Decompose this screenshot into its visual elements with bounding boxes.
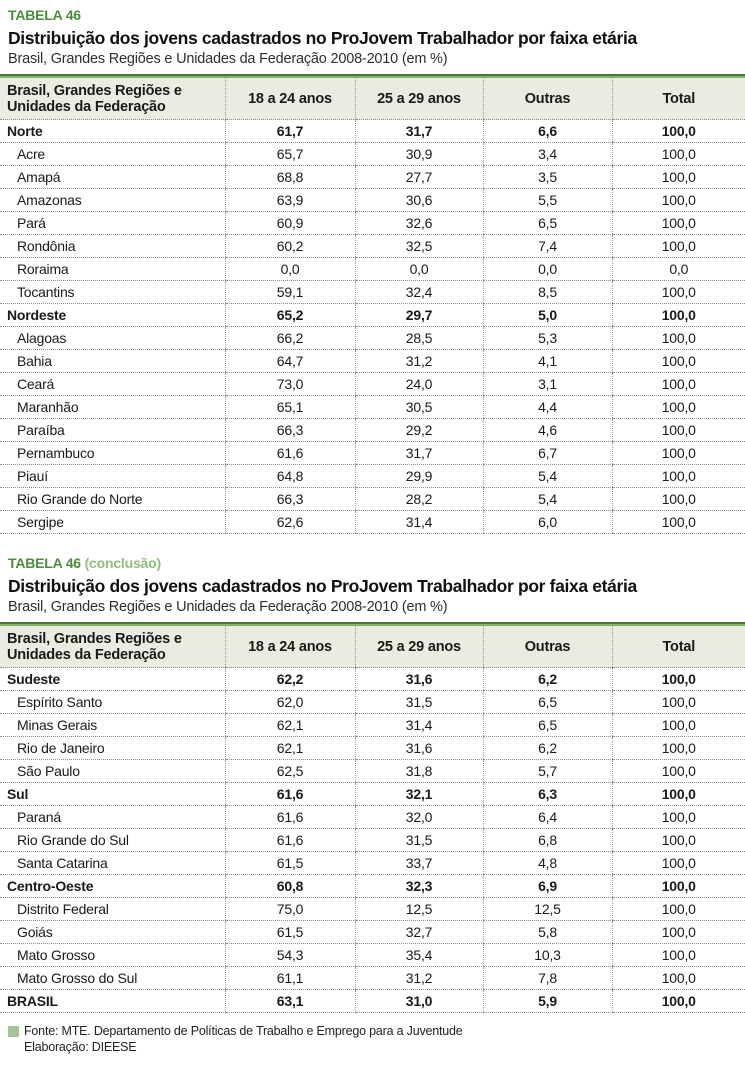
value-cell: 60,8 (225, 875, 355, 898)
value-cell: 4,8 (483, 852, 612, 875)
value-cell: 59,1 (225, 281, 355, 304)
table-row (0, 488, 745, 511)
value-cell: 6,7 (483, 442, 612, 465)
value-cell: 61,6 (225, 829, 355, 852)
value-cell: 5,8 (483, 921, 612, 944)
value-cell: 63,1 (225, 990, 355, 1013)
value-cell: 31,2 (355, 967, 483, 990)
value-cell: 73,0 (225, 373, 355, 396)
region-total-row (0, 875, 745, 898)
table-row (0, 944, 745, 967)
table-row (0, 442, 745, 465)
row-label-cell: Santa Catarina (0, 852, 225, 875)
row-label-cell: Bahia (0, 350, 225, 373)
value-cell: 6,8 (483, 829, 612, 852)
row-label-cell: Maranhão (0, 396, 225, 419)
value-cell: 63,9 (225, 189, 355, 212)
value-cell: 5,4 (483, 488, 612, 511)
row-label-cell: Pará (0, 212, 225, 235)
value-cell: 100,0 (612, 488, 745, 511)
value-cell: 4,4 (483, 396, 612, 419)
value-cell: 0,0 (355, 258, 483, 281)
value-cell: 32,4 (355, 281, 483, 304)
table-row (0, 691, 745, 714)
value-cell: 32,0 (355, 806, 483, 829)
row-label-cell: Acre (0, 143, 225, 166)
value-cell: 65,1 (225, 396, 355, 419)
column-header-outras: Outras (483, 78, 612, 120)
value-cell: 100,0 (612, 327, 745, 350)
value-cell: 8,5 (483, 281, 612, 304)
column-header-25-29: 25 a 29 anos (355, 78, 483, 120)
value-cell: 3,1 (483, 373, 612, 396)
table-header (0, 626, 745, 668)
table-row (0, 737, 745, 760)
region-total-row (0, 120, 745, 143)
row-label-cell: Ceará (0, 373, 225, 396)
value-cell: 100,0 (612, 852, 745, 875)
value-cell: 66,3 (225, 419, 355, 442)
table-row (0, 760, 745, 783)
value-cell: 62,5 (225, 760, 355, 783)
region-total-row (0, 304, 745, 327)
value-cell: 31,6 (355, 737, 483, 760)
row-label-cell: Norte (0, 120, 225, 143)
value-cell: 7,8 (483, 967, 612, 990)
table-row (0, 465, 745, 488)
region-total-row (0, 990, 745, 1013)
value-cell: 30,5 (355, 396, 483, 419)
value-cell: 0,0 (225, 258, 355, 281)
row-label-cell: Paraná (0, 806, 225, 829)
value-cell: 12,5 (355, 898, 483, 921)
source-bullet-icon (8, 1026, 19, 1037)
value-cell: 31,8 (355, 760, 483, 783)
value-cell: 31,4 (355, 714, 483, 737)
row-label-cell: Distrito Federal (0, 898, 225, 921)
value-cell: 61,6 (225, 783, 355, 806)
header-row (0, 626, 745, 668)
value-cell: 5,9 (483, 990, 612, 1013)
row-label-cell: Rio Grande do Sul (0, 829, 225, 852)
value-cell: 64,7 (225, 350, 355, 373)
table-title: Distribuição dos jovens cadastrados no ProJovem Trabalhador por faixa etária (8, 576, 637, 596)
table-tag (8, 0, 745, 22)
table-row (0, 898, 745, 921)
row-label-cell: Alagoas (0, 327, 225, 350)
table-block-2 (0, 548, 745, 1013)
value-cell: 29,7 (355, 304, 483, 327)
value-cell: 100,0 (612, 967, 745, 990)
value-cell: 68,8 (225, 166, 355, 189)
column-header-18-24: 18 a 24 anos (225, 626, 355, 668)
value-cell: 61,5 (225, 921, 355, 944)
table-body (0, 668, 745, 1013)
row-label-cell: Tocantins (0, 281, 225, 304)
table-row (0, 166, 745, 189)
table-row (0, 373, 745, 396)
value-cell: 100,0 (612, 921, 745, 944)
value-cell: 100,0 (612, 373, 745, 396)
value-cell: 66,3 (225, 488, 355, 511)
value-cell: 32,3 (355, 875, 483, 898)
value-cell: 100,0 (612, 691, 745, 714)
value-cell: 100,0 (612, 875, 745, 898)
value-cell: 100,0 (612, 465, 745, 488)
value-cell: 100,0 (612, 944, 745, 967)
value-cell: 61,6 (225, 442, 355, 465)
data-table-1 (0, 78, 745, 534)
row-label-cell: Rondônia (0, 235, 225, 258)
value-cell: 31,7 (355, 442, 483, 465)
table-row (0, 396, 745, 419)
value-cell: 5,0 (483, 304, 612, 327)
value-cell: 31,6 (355, 668, 483, 691)
value-cell: 0,0 (612, 258, 745, 281)
value-cell: 6,2 (483, 668, 612, 691)
value-cell: 62,1 (225, 714, 355, 737)
value-cell: 100,0 (612, 396, 745, 419)
value-cell: 28,5 (355, 327, 483, 350)
value-cell: 6,5 (483, 212, 612, 235)
table-row (0, 852, 745, 875)
column-header-region: Brasil, Grandes Regiões e Unidades da Federação (0, 626, 225, 668)
value-cell: 65,7 (225, 143, 355, 166)
value-cell: 6,6 (483, 120, 612, 143)
row-label-cell: Sudeste (0, 668, 225, 691)
value-cell: 31,2 (355, 350, 483, 373)
value-cell: 100,0 (612, 990, 745, 1013)
table-row (0, 967, 745, 990)
value-cell: 75,0 (225, 898, 355, 921)
value-cell: 27,7 (355, 166, 483, 189)
value-cell: 6,4 (483, 806, 612, 829)
row-label-cell: Minas Gerais (0, 714, 225, 737)
value-cell: 12,5 (483, 898, 612, 921)
value-cell: 61,6 (225, 806, 355, 829)
value-cell: 32,5 (355, 235, 483, 258)
value-cell: 31,5 (355, 691, 483, 714)
table-row (0, 419, 745, 442)
value-cell: 100,0 (612, 737, 745, 760)
value-cell: 4,6 (483, 419, 612, 442)
table-row (0, 327, 745, 350)
value-cell: 60,2 (225, 235, 355, 258)
value-cell: 65,2 (225, 304, 355, 327)
value-cell: 100,0 (612, 511, 745, 534)
value-cell: 61,5 (225, 852, 355, 875)
table-subtitle: Brasil, Grandes Regiões e Unidades da Federação 2008-2010 (em %) (8, 599, 448, 615)
value-cell: 10,3 (483, 944, 612, 967)
value-cell: 31,7 (355, 120, 483, 143)
value-cell: 100,0 (612, 806, 745, 829)
value-cell: 100,0 (612, 212, 745, 235)
value-cell: 61,1 (225, 967, 355, 990)
table-row (0, 258, 745, 281)
row-label-cell: Rio Grande do Norte (0, 488, 225, 511)
table-row (0, 143, 745, 166)
table-row (0, 189, 745, 212)
table-tag-suffix: (conclusão) (84, 555, 161, 571)
value-cell: 100,0 (612, 898, 745, 921)
source-line: Fonte: MTE. Departamento de Políticas de Trabalho e Emprego para a Juventude (24, 1024, 463, 1038)
row-label-cell: Sul (0, 783, 225, 806)
value-cell: 31,5 (355, 829, 483, 852)
value-cell: 100,0 (612, 166, 745, 189)
value-cell: 100,0 (612, 760, 745, 783)
region-total-row (0, 668, 745, 691)
row-label-cell: Nordeste (0, 304, 225, 327)
row-label-cell: Centro-Oeste (0, 875, 225, 898)
row-label-cell: Paraíba (0, 419, 225, 442)
table-title: Distribuição dos jovens cadastrados no ProJovem Trabalhador por faixa etária (8, 28, 637, 48)
table-row (0, 921, 745, 944)
elaboration-line: Elaboração: DIEESE (24, 1039, 137, 1054)
value-cell: 62,1 (225, 737, 355, 760)
table-row (0, 281, 745, 304)
value-cell: 3,4 (483, 143, 612, 166)
table-row (0, 714, 745, 737)
table-row (0, 235, 745, 258)
table-row (0, 806, 745, 829)
row-label-cell: Rio de Janeiro (0, 737, 225, 760)
value-cell: 29,2 (355, 419, 483, 442)
region-total-row (0, 783, 745, 806)
value-cell: 62,6 (225, 511, 355, 534)
value-cell: 5,7 (483, 760, 612, 783)
row-label-cell: Sergipe (0, 511, 225, 534)
table-tag (8, 548, 745, 570)
value-cell: 30,6 (355, 189, 483, 212)
data-table-2 (0, 626, 745, 1013)
value-cell: 4,1 (483, 350, 612, 373)
value-cell: 0,0 (483, 258, 612, 281)
value-cell: 100,0 (612, 281, 745, 304)
row-label-cell: Espírito Santo (0, 691, 225, 714)
table-row (0, 511, 745, 534)
value-cell: 64,8 (225, 465, 355, 488)
row-label-cell: Amazonas (0, 189, 225, 212)
value-cell: 61,7 (225, 120, 355, 143)
value-cell: 100,0 (612, 143, 745, 166)
value-cell: 33,7 (355, 852, 483, 875)
value-cell: 6,3 (483, 783, 612, 806)
table-subtitle: Brasil, Grandes Regiões e Unidades da Federação 2008-2010 (em %) (8, 51, 448, 67)
value-cell: 30,9 (355, 143, 483, 166)
value-cell: 6,5 (483, 691, 612, 714)
value-cell: 5,3 (483, 327, 612, 350)
row-label-cell: Mato Grosso do Sul (0, 967, 225, 990)
value-cell: 6,5 (483, 714, 612, 737)
row-label-cell: Goiás (0, 921, 225, 944)
header-row (0, 78, 745, 120)
source-note (8, 1024, 745, 1055)
value-cell: 29,9 (355, 465, 483, 488)
row-label-cell: Mato Grosso (0, 944, 225, 967)
row-label-cell: Roraima (0, 258, 225, 281)
value-cell: 100,0 (612, 829, 745, 852)
value-cell: 100,0 (612, 304, 745, 327)
value-cell: 100,0 (612, 783, 745, 806)
table-tag-label: TABELA 46 (8, 7, 81, 23)
value-cell: 28,2 (355, 488, 483, 511)
row-label-cell: São Paulo (0, 760, 225, 783)
table-row (0, 212, 745, 235)
value-cell: 100,0 (612, 189, 745, 212)
row-label-cell: BRASIL (0, 990, 225, 1013)
table-header (0, 78, 745, 120)
table-body (0, 120, 745, 534)
source-text (24, 1024, 463, 1055)
value-cell: 6,2 (483, 737, 612, 760)
value-cell: 5,4 (483, 465, 612, 488)
value-cell: 100,0 (612, 350, 745, 373)
value-cell: 100,0 (612, 235, 745, 258)
column-header-outras: Outras (483, 626, 612, 668)
value-cell: 32,6 (355, 212, 483, 235)
value-cell: 62,0 (225, 691, 355, 714)
table-row (0, 350, 745, 373)
column-header-total: Total (612, 626, 745, 668)
value-cell: 100,0 (612, 419, 745, 442)
value-cell: 32,7 (355, 921, 483, 944)
value-cell: 24,0 (355, 373, 483, 396)
row-label-cell: Piauí (0, 465, 225, 488)
row-label-cell: Pernambuco (0, 442, 225, 465)
value-cell: 100,0 (612, 120, 745, 143)
column-header-region: Brasil, Grandes Regiões e Unidades da Federação (0, 78, 225, 120)
value-cell: 66,2 (225, 327, 355, 350)
value-cell: 100,0 (612, 442, 745, 465)
value-cell: 62,2 (225, 668, 355, 691)
value-cell: 54,3 (225, 944, 355, 967)
value-cell: 100,0 (612, 668, 745, 691)
value-cell: 7,4 (483, 235, 612, 258)
value-cell: 32,1 (355, 783, 483, 806)
value-cell: 3,5 (483, 166, 612, 189)
value-cell: 6,0 (483, 511, 612, 534)
value-cell: 31,0 (355, 990, 483, 1013)
value-cell: 60,9 (225, 212, 355, 235)
table-row (0, 829, 745, 852)
table-tag-label: TABELA 46 (8, 555, 81, 571)
value-cell: 5,5 (483, 189, 612, 212)
value-cell: 6,9 (483, 875, 612, 898)
value-cell: 35,4 (355, 944, 483, 967)
column-header-total: Total (612, 78, 745, 120)
column-header-25-29: 25 a 29 anos (355, 626, 483, 668)
value-cell: 31,4 (355, 511, 483, 534)
column-header-18-24: 18 a 24 anos (225, 78, 355, 120)
value-cell: 100,0 (612, 714, 745, 737)
row-label-cell: Amapá (0, 166, 225, 189)
